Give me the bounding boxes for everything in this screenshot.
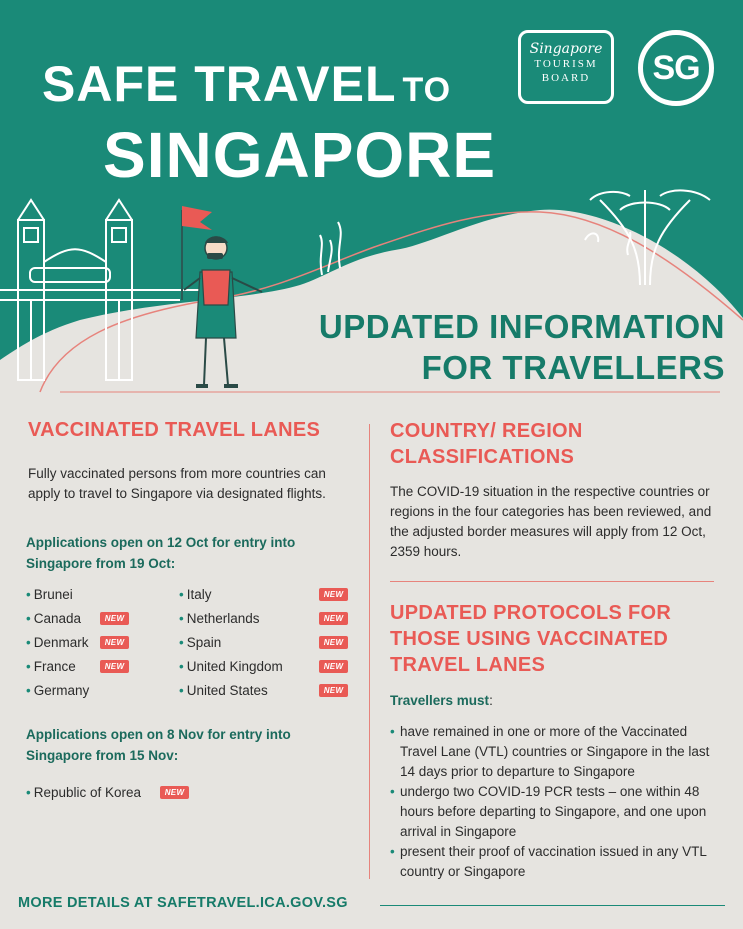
column-divider bbox=[369, 424, 370, 879]
section-divider bbox=[390, 581, 714, 582]
protocols-lead-colon: : bbox=[489, 693, 493, 708]
new-badge: NEW bbox=[319, 636, 349, 649]
new-badge: NEW bbox=[319, 612, 349, 625]
new-badge: NEW bbox=[100, 612, 130, 625]
bullet-icon: • bbox=[179, 610, 184, 626]
country-list-item bbox=[179, 630, 351, 654]
country-name: France bbox=[33, 658, 76, 674]
banner-line2: FOR TRAVELLERS bbox=[421, 349, 725, 386]
new-badge: NEW bbox=[100, 660, 130, 673]
protocols-lead bbox=[390, 693, 493, 708]
new-badge: NEW bbox=[100, 636, 130, 649]
bullet-icon: • bbox=[26, 586, 31, 602]
title-to: TO bbox=[402, 71, 452, 109]
batch1-list-left bbox=[26, 582, 176, 702]
batch2-list bbox=[26, 780, 226, 804]
vtl-heading: VACCINATED TRAVEL LANES bbox=[28, 419, 321, 441]
banner-line1: UPDATED INFORMATION bbox=[318, 308, 725, 345]
country-name: Brunei bbox=[33, 586, 73, 602]
main-title-line2: SINGAPORE bbox=[103, 119, 497, 191]
country-name: Germany bbox=[33, 682, 90, 698]
bullet-icon: • bbox=[179, 634, 184, 650]
stb-logo bbox=[518, 30, 614, 104]
classification-heading-line1: COUNTRY/ REGION bbox=[390, 420, 583, 442]
country-name: Republic of Korea bbox=[33, 784, 142, 800]
country-list-item bbox=[26, 654, 176, 678]
new-badge: NEW bbox=[319, 684, 349, 697]
country-name: United States bbox=[186, 682, 268, 698]
country-name: Denmark bbox=[33, 634, 89, 650]
bullet-icon: • bbox=[179, 682, 184, 698]
sg-logo: SG bbox=[638, 30, 714, 106]
country-list-item bbox=[179, 654, 351, 678]
country-name: Netherlands bbox=[186, 610, 260, 626]
country-list-item bbox=[26, 606, 176, 630]
protocol-item: • undergo two COVID-19 PCR tests – one within 48 hours before departing to Singapore, and one upon arrival in Singapore bbox=[390, 782, 720, 842]
protocol-item: • present their proof of vaccination issued in any VTL country or Singapore bbox=[390, 842, 720, 882]
protocols-list bbox=[390, 722, 720, 882]
batch2-label: Applications open on 8 Nov for entry into Singapore from 15 Nov: bbox=[26, 727, 291, 763]
footer-link-text[interactable]: MORE DETAILS AT SAFETRAVEL.ICA.GOV.SG bbox=[18, 895, 348, 911]
country-list-item bbox=[26, 678, 176, 702]
batch1-list-right bbox=[179, 582, 351, 702]
title-safe-travel: SAFE TRAVEL bbox=[42, 56, 397, 112]
bullet-icon: • bbox=[179, 586, 184, 602]
country-list-item bbox=[26, 582, 176, 606]
country-list-item bbox=[26, 630, 176, 654]
protocols-heading-line2: THOSE USING VACCINATED bbox=[390, 628, 669, 650]
country-name: United Kingdom bbox=[186, 658, 283, 674]
protocols-heading-line1: UPDATED PROTOCOLS FOR bbox=[390, 602, 672, 624]
new-badge: NEW bbox=[160, 786, 190, 799]
classification-body: The COVID-19 situation in the respective countries or regions in the four categories has been reviewed, and the adjusted border measures will apply from 12 Oct, 2359 hours. bbox=[390, 484, 712, 559]
country-list-item bbox=[26, 780, 226, 804]
new-badge: NEW bbox=[319, 588, 349, 601]
country-list-item bbox=[179, 582, 351, 606]
protocol-item: • have remained in one or more of the Vaccinated Travel Lane (VTL) countries or Singapore in the last 14 days prior to departure to Singapore bbox=[390, 722, 720, 782]
bullet-icon: • bbox=[26, 784, 31, 800]
protocols-lead-bold: Travellers must bbox=[390, 693, 490, 708]
stb-logo-board: BOARD bbox=[541, 72, 591, 84]
bullet-icon: • bbox=[26, 610, 31, 626]
main-title-line1 bbox=[42, 55, 451, 113]
bullet-icon: • bbox=[179, 658, 184, 674]
vtl-intro: Fully vaccinated persons from more countries can apply to travel to Singapore via designated flights. bbox=[28, 466, 326, 501]
country-name: Italy bbox=[186, 586, 212, 602]
classification-heading-line2: CLASSIFICATIONS bbox=[390, 446, 575, 468]
country-name: Canada bbox=[33, 610, 82, 626]
protocols-heading-line3: TRAVEL LANES bbox=[390, 654, 546, 676]
bullet-icon: • bbox=[26, 658, 31, 674]
country-list-item bbox=[179, 678, 351, 702]
bullet-icon: • bbox=[26, 682, 31, 698]
batch1-label: Applications open on 12 Oct for entry into Singapore from 19 Oct: bbox=[26, 535, 296, 571]
protocols-heading bbox=[390, 600, 671, 678]
bullet-icon: • bbox=[26, 634, 31, 650]
stb-logo-tourism: TOURISM bbox=[534, 58, 598, 70]
classification-heading bbox=[390, 418, 583, 470]
new-badge: NEW bbox=[319, 660, 349, 673]
stb-logo-script: Singapore bbox=[529, 41, 603, 57]
country-name: Spain bbox=[186, 634, 222, 650]
footer-rule bbox=[380, 905, 725, 906]
country-list-item bbox=[179, 606, 351, 630]
